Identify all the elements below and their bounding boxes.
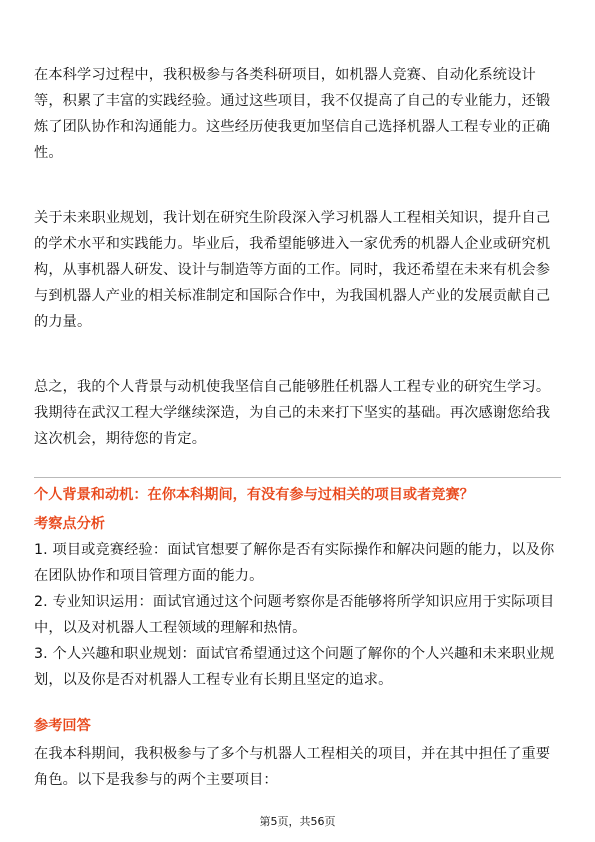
list-item-line: 1. 项目或竞赛经验：面试官想要了解你是否有实际操作和解决问题的能力，以及你 [34,542,555,558]
question-heading: 个人背景和动机：在你本科期间，有没有参与过相关的项目或者竞赛？ [34,487,474,503]
analysis-list [34,537,564,693]
answer-paragraph [34,741,564,793]
conclusion-paragraph [34,374,564,452]
text-line: 在本科学习过程中，我积极参与各类科研项目，如机器人竞赛、自动化系统设计 [34,67,536,83]
text-line: 这次机会，期待您的肯定。 [34,431,207,447]
text-line: 构，从事机器人研发、设计与制造等方面的工作。同时，我还希望在未来有机会参 [34,262,551,278]
career-paragraph [34,205,564,335]
text-line: 等，积累了丰富的实践经验。通过这些项目，我不仅提高了自己的专业能力，还锻 [34,93,551,109]
list-item-line: 中，以及对机器人工程领域的理解和热情。 [34,620,307,636]
answer-heading: 参考回答 [34,718,91,734]
text-line: 总之，我的个人背景与动机使我坚信自己能够胜任机器人工程专业的研究生学习。 [34,379,551,395]
text-line: 性。 [34,145,63,161]
text-line: 的学术水平和实践能力。毕业后，我希望能够进入一家优秀的机器人企业或研究机 [34,236,551,252]
intro-paragraph [34,62,564,166]
list-item-line: 划，以及你是否对机器人工程专业有长期且坚定的追求。 [34,672,393,688]
list-item-line: 3. 个人兴趣和职业规划：面试官希望通过这个问题了解你的个人兴趣和未来职业规 [34,646,555,662]
text-line: 与到机器人产业的相关标准制定和国际合作中，为我国机器人产业的发展贡献自己 [34,288,551,304]
list-item-line: 2. 专业知识运用：面试官通过这个问题考察你是否能够将所学知识应用于实际项目 [34,594,555,610]
text-line: 关于未来职业规划，我计划在研究生阶段深入学习机器人工程相关知识，提升自己 [34,210,551,226]
list-item-line: 在团队协作和项目管理方面的能力。 [34,568,264,584]
text-line: 的力量。 [34,314,92,330]
text-line: 角色。以下是我参与的两个主要项目： [34,772,278,788]
text-line: 在我本科期间，我积极参与了多个与机器人工程相关的项目，并在其中担任了重要 [34,746,551,762]
text-line: 我期待在武汉工程大学继续深造，为自己的未来打下坚实的基础。再次感谢您给我 [34,405,551,421]
page-number: 第5页，共56页 [259,815,336,828]
section-divider [34,477,561,478]
text-line: 炼了团队协作和沟通能力。这些经历使我更加坚信自己选择机器人工程专业的正确 [34,119,551,135]
analysis-heading: 考察点分析 [34,516,105,532]
